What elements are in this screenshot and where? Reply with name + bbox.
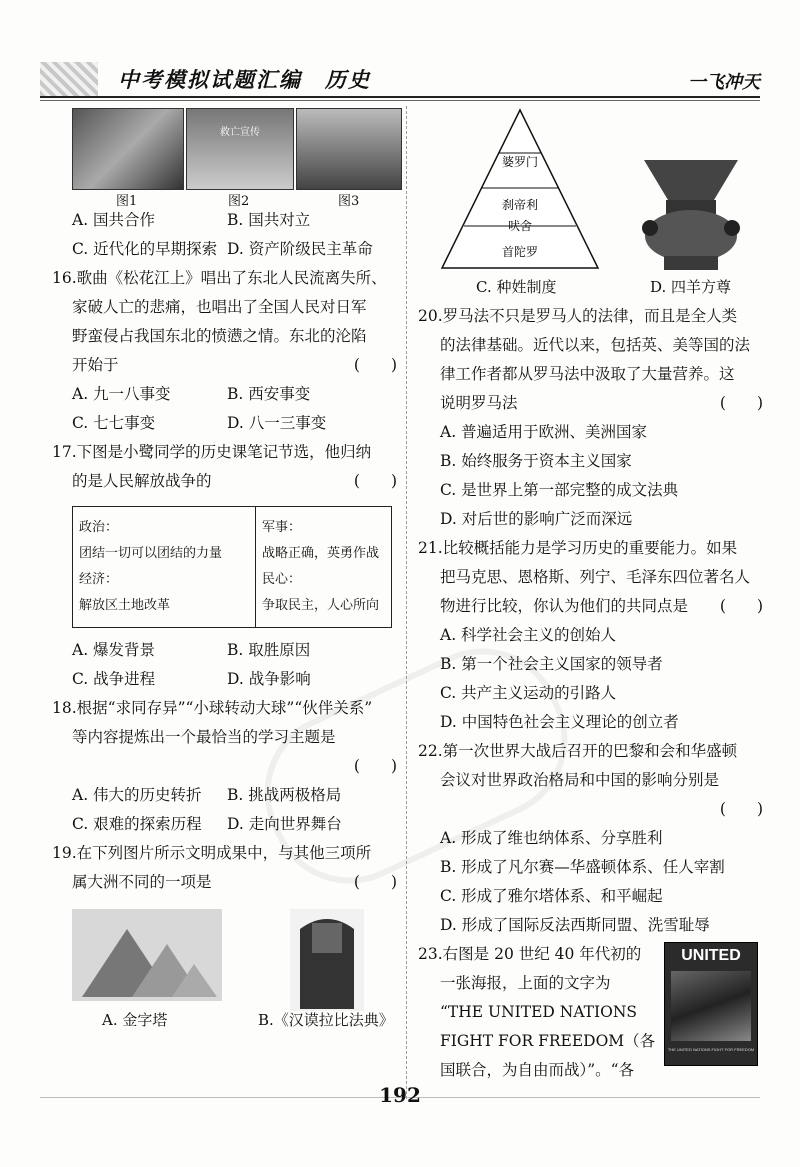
q15-option-d[interactable]: D. 资产阶级民主革命 [227,240,373,258]
q20-option-c[interactable]: C. 是世界上第一部完整的成文法典 [440,481,679,499]
q15-option-c[interactable]: C. 近代化的早期探索 [72,240,218,258]
q22-option-a[interactable]: A. 形成了维也纳体系、分享胜利 [440,829,663,847]
question-16 [52,264,397,438]
q22-option-b[interactable]: B. 形成了凡尔赛—华盛顿体系、任人宰割 [440,858,725,876]
q23-text-line: “THE UNITED NATIONS [440,1003,638,1021]
caste-level-2: 刹帝利 [501,198,539,212]
q19-images [72,909,397,1039]
q17-option-d[interactable]: D. 战争影响 [227,670,311,688]
four-ram-zun-image [636,156,746,272]
notes-cell-left [73,507,256,628]
page-number: 192 [379,1083,421,1107]
q15-figures [72,106,397,209]
figure-2-photo [186,108,294,190]
caste-level-3: 吠舍 [507,219,533,233]
q17-notes-table [72,506,392,628]
q17-text-line: 17.下图是小鹭同学的历史课笔记节选，他归纳 [52,443,372,461]
question-18 [52,694,397,839]
notes-text: 解放区土地改革 [79,598,171,613]
q18-option-c[interactable]: C. 艰难的探索历程 [72,815,202,833]
q20-text-line: 的法律基础。近代以来，包括英、美等国的法 [440,336,751,354]
poster-image [671,971,751,1041]
q21-option-a[interactable]: A. 科学社会主义的创始人 [440,626,617,644]
figure-1-photo [72,108,184,190]
q15-option-b[interactable]: B. 国共对立 [227,211,311,229]
header-rule-thin [40,100,760,101]
q16-text-line: 家破人亡的悲痛，也唱出了全国人民对日军 [72,298,367,316]
q16-option-c[interactable]: C. 七七事变 [72,414,156,432]
q20-text-line: 说明罗马法 [440,394,518,412]
q15-option-a[interactable]: A. 国共合作 [72,211,156,229]
notes-label: 军事： [262,520,302,535]
q19-text-line: 19.在下列图片所示文明成果中，与其他三项所 [52,844,372,862]
caste-caption: C. 种姓制度 [476,278,557,296]
question-20 [418,302,763,534]
caste-pyramid [440,108,600,270]
q20-option-a[interactable]: A. 普遍适用于欧洲、美洲国家 [440,423,648,441]
q15-options [72,206,397,264]
q20-option-d[interactable]: D. 对后世的影响广泛而深远 [440,510,633,528]
question-23 [418,940,763,1085]
q16-text-line: 16.歌曲《松花江上》唱出了东北人民流离失所、 [52,269,387,287]
figure-3-photo [296,108,402,190]
q22-text-line: 22.第一次世界大战后召开的巴黎和会和华盛顿 [418,742,738,760]
q23-text-line: 一张海报，上面的文字为 [440,974,611,992]
q23-text-line: 国联合，为自由而战）”。“各 [440,1061,635,1079]
figure-3-caption: 图3 [338,194,360,209]
q20-answer-blank[interactable]: ( ) [719,394,763,412]
column-divider [406,106,407,1099]
q21-text-line: 物进行比较，你认为他们的共同点是 [440,597,689,615]
q20-text-line: 律工作者都从罗马法中汲取了大量营养。这 [440,365,735,383]
figure-1-caption: 图1 [116,194,138,209]
question-21 [418,534,763,737]
question-19 [52,839,397,1039]
q17-answer-blank[interactable]: ( ) [353,472,397,490]
q21-answer-blank[interactable]: ( ) [719,597,763,615]
header-title: 中考模拟试题汇编 历史 [118,67,371,92]
q18-answer-blank[interactable]: ( ) [353,757,397,775]
notes-label: 民心： [262,572,302,587]
header-logo: 一飞冲天 [688,72,760,93]
united-poster [664,942,758,1066]
notes-label: 政治： [79,520,119,535]
question-17 [52,438,397,694]
q17-option-b[interactable]: B. 取胜原因 [227,641,311,659]
q18-option-b[interactable]: B. 挑战两极格局 [227,786,342,804]
notes-text: 团结一切可以团结的力量 [79,546,223,561]
q18-option-d[interactable]: D. 走向世界舞台 [227,815,342,833]
q18-option-a[interactable]: A. 伟大的历史转折 [72,786,202,804]
q21-option-d[interactable]: D. 中国特色社会主义理论的创立者 [440,713,679,731]
q17-option-a[interactable]: A. 爆发背景 [72,641,156,659]
poster-subtitle: THE UNITED NATIONS FIGHT FOR FREEDOM [667,1047,755,1052]
notes-text: 战略正确，英勇作战 [262,546,380,561]
q17-text-line: 的是人民解放战争的 [72,472,212,490]
q19-answer-blank[interactable]: ( ) [353,873,397,891]
left-column [52,106,397,1039]
q23-text-line: FIGHT FOR FREEDOM（各 [440,1032,656,1050]
q21-option-c[interactable]: C. 共产主义运动的引路人 [440,684,617,702]
zun-caption: D. 四羊方尊 [650,278,732,296]
question-22 [418,737,763,940]
q16-option-d[interactable]: D. 八一三事变 [227,414,327,432]
q21-text-line: 把马克思、恩格斯、列宁、毛泽东四位著名人 [440,568,751,586]
right-column [418,106,763,1085]
q22-option-d[interactable]: D. 形成了国际反法西斯同盟、洗雪耻辱 [440,916,710,934]
q20-option-b[interactable]: B. 始终服务于资本主义国家 [440,452,632,470]
q21-option-b[interactable]: B. 第一个社会主义国家的领导者 [440,655,663,673]
hammurabi-stele-image [290,909,364,1011]
q18-text-line: 18.根据“求同存异”“小球转动大球”“伙伴关系” [52,699,373,717]
q19-text-line: 属大洲不同的一项是 [72,873,212,891]
q18-text-line: 等内容提炼出一个最恰当的学习主题是 [72,728,336,746]
q16-text-line: 开始于 [72,356,119,374]
notes-cell-right [256,507,392,628]
q20-text-line: 20.罗马法不只是罗马人的法律，而且是全人类 [418,307,738,325]
notes-label: 经济： [79,572,119,587]
notes-text: 争取民主，人心所向 [262,598,380,613]
caste-level-4: 首陀罗 [501,245,539,259]
q22-answer-blank[interactable]: ( ) [719,800,763,818]
q21-text-line: 21.比较概括能力是学习历史的重要能力。如果 [418,539,738,557]
q16-text-line: 野蛮侵占我国东北的愤懑之情。东北的沦陷 [72,327,367,345]
q22-option-c[interactable]: C. 形成了雅尔塔体系、和平崛起 [440,887,663,905]
header-decoration [40,62,98,96]
caste-level-1: 婆罗门 [501,155,539,169]
q22-text-line: 会议对世界政治格局和中国的影响分别是 [440,771,720,789]
figure-2-banner: 救亡宣传 [220,127,260,138]
q16-option-b[interactable]: B. 西安事变 [227,385,311,403]
q16-answer-blank[interactable]: ( ) [353,356,397,374]
q23-text-line: 23.右图是 20 世纪 40 年代初的 [418,945,642,963]
pyramids-caption: A. 金字塔 [102,1011,168,1029]
q16-option-a[interactable]: A. 九一八事变 [72,385,171,403]
q19-images-cd [418,106,763,302]
hammurabi-caption: B.《汉谟拉比法典》 [258,1011,394,1029]
header-rule [40,96,760,98]
q17-option-c[interactable]: C. 战争进程 [72,670,156,688]
poster-title: UNITED [681,947,741,964]
pyramids-image [72,909,222,1001]
figure-2-caption: 图2 [228,194,250,209]
